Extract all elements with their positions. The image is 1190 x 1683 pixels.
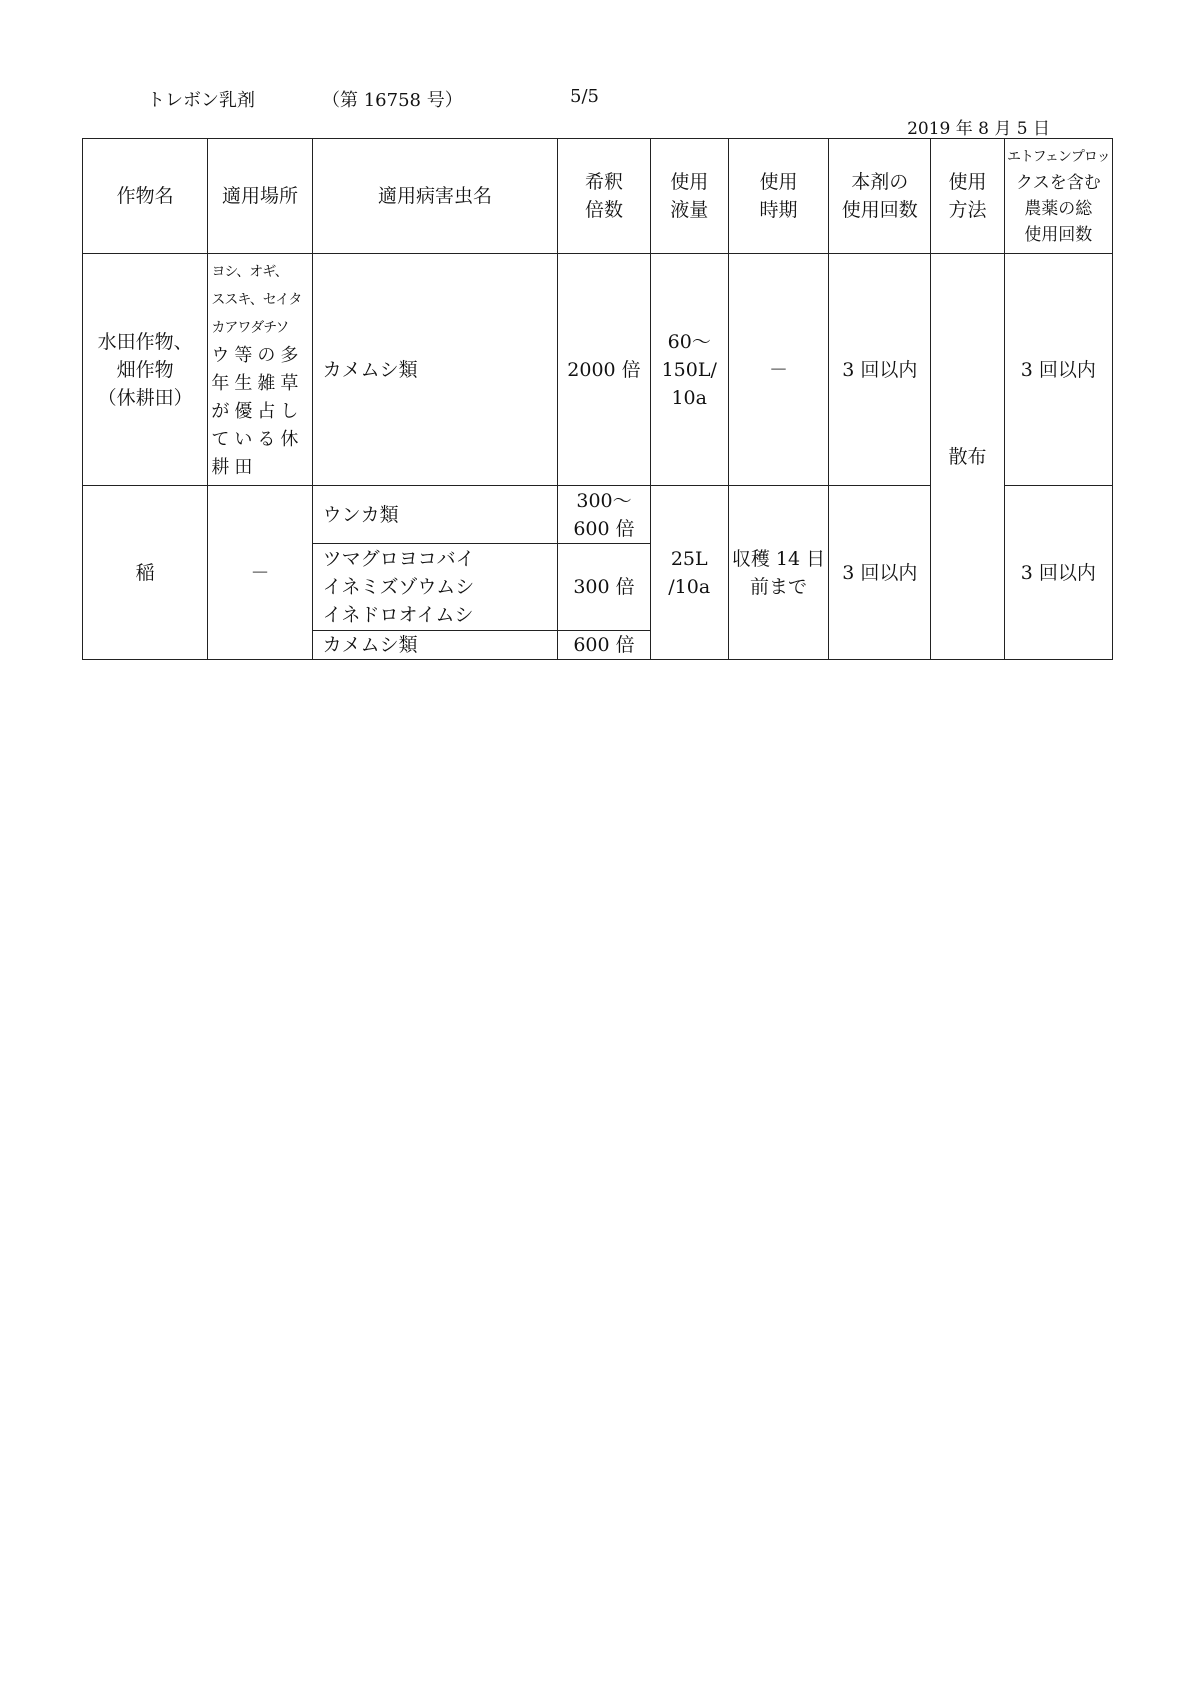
col-header-place: 適用場所 (208, 139, 312, 254)
crop-cell: 稲 (83, 486, 208, 660)
col-header-crop: 作物名 (83, 139, 208, 254)
dilution-cell: 600 倍 (558, 631, 650, 660)
method-cell: 散布 (931, 254, 1004, 660)
times-cell: 3 回以内 (829, 486, 931, 660)
crop-cell: 水田作物、 畑作物 （休耕田） (83, 254, 208, 486)
table-row (83, 254, 1113, 486)
col-header-dilution: 希釈 倍数 (558, 139, 650, 254)
table-header-row (83, 139, 1113, 254)
pest-cell: ツマグロヨコバイ イネミズゾウムシ イネドロオイムシ (312, 544, 558, 631)
total-times-cell: 3 回以内 (1004, 486, 1112, 660)
col-header-total-times (1004, 139, 1112, 254)
pest-cell: カメムシ類 (312, 631, 558, 660)
place-line: ウ等の多 年生雑草 が優占し ている休 耕田 (211, 344, 304, 478)
col-header-volume: 使用 液量 (650, 139, 728, 254)
product-name: トレボン乳剤 (147, 90, 255, 111)
timing-cell: 収穫 14 日 前まで (728, 486, 828, 660)
col-header-method: 使用 方法 (931, 139, 1004, 254)
application-table (82, 138, 1113, 660)
place-line: カアワダチソ (211, 319, 289, 336)
dilution-cell: 2000 倍 (558, 254, 650, 486)
registration-number: （第 16758 号） (322, 90, 463, 111)
col-header-times: 本剤の 使用回数 (829, 139, 931, 254)
place-line: ヨシ、オギ、 (211, 263, 288, 280)
col-header-total-rest: クスを含む 農薬の総 使用回数 (1015, 173, 1101, 245)
place-cell (208, 254, 312, 486)
document-date: 2019 年 8 月 5 日 (907, 119, 1050, 139)
total-times-cell: 3 回以内 (1004, 254, 1112, 486)
volume-cell: 25L /10a (650, 486, 728, 660)
volume-cell: 60～ 150L/ 10a (650, 254, 728, 486)
dilution-cell: 300～ 600 倍 (558, 486, 650, 544)
dilution-cell: 300 倍 (558, 544, 650, 631)
place-line: ススキ、セイタ (211, 291, 302, 308)
col-header-timing: 使用 時期 (728, 139, 828, 254)
times-cell: 3 回以内 (829, 254, 931, 486)
place-cell: － (208, 486, 312, 660)
col-header-pest: 適用病害虫名 (312, 139, 558, 254)
page-number: 5/5 (570, 86, 599, 107)
col-header-total-line1: エトフェンプロッ (1007, 149, 1110, 165)
pest-cell: カメムシ類 (312, 254, 558, 486)
timing-cell: － (728, 254, 828, 486)
pest-cell: ウンカ類 (312, 486, 558, 544)
